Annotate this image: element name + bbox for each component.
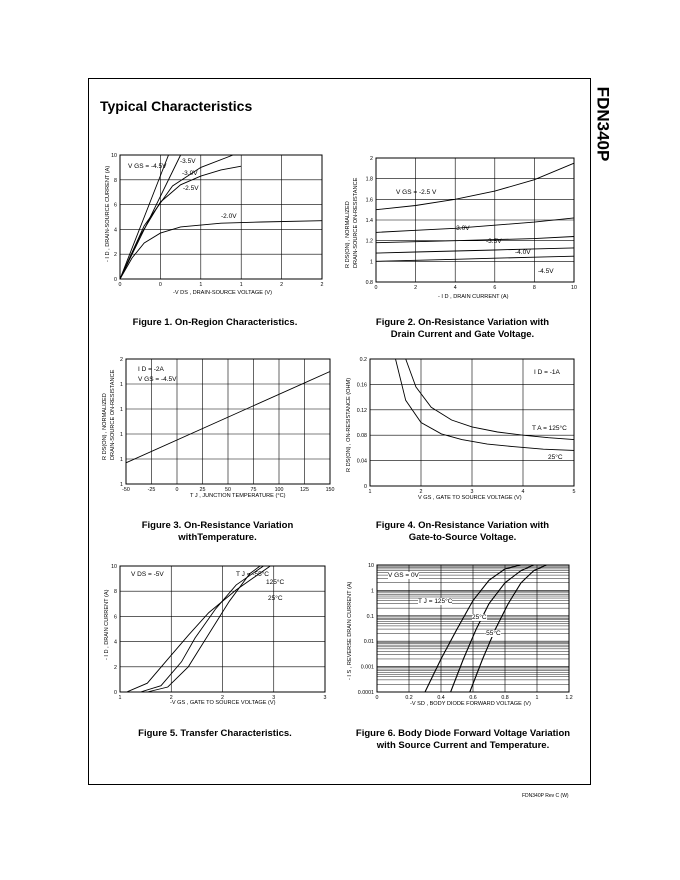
y-tick-label: 0.12 xyxy=(356,407,367,414)
figure-2-curve-label: V GS = -2.5 V xyxy=(396,189,437,196)
x-tick-label: 2 xyxy=(280,282,284,288)
x-tick-label: 2 xyxy=(221,695,224,701)
figure-3-ylabel: R DS(ON) , NORMALIZED xyxy=(102,393,108,460)
figure-2-caption: Figure 2. On-Resistance Variation with Drain Current and Gate Voltage. xyxy=(375,317,550,340)
y-tick-label: 1 xyxy=(120,482,123,488)
y-tick-label: 2 xyxy=(370,156,373,162)
x-tick-label: 100 xyxy=(274,487,284,493)
x-tick-label: 50 xyxy=(225,487,231,493)
x-tick-label: -25 xyxy=(147,487,156,493)
y-tick-label: 1.6 xyxy=(365,197,373,204)
x-tick-label: 1 xyxy=(368,489,372,495)
figure-6-curve-label: T J = 125°C xyxy=(418,598,453,605)
x-tick-label: 3 xyxy=(272,695,276,701)
figure-4-legend: I D = -1A xyxy=(534,369,560,376)
y-tick-label: 1 xyxy=(120,457,123,463)
data-series-line xyxy=(376,256,574,261)
y-tick-label: 0.8 xyxy=(365,280,373,286)
x-tick-label: 1 xyxy=(535,695,539,701)
figure-2-curve-label: -4.5V xyxy=(538,268,554,275)
figure-4-caption: Figure 4. On-Resistance Variation with Gate-to-Source Voltage. xyxy=(375,520,550,543)
x-tick-label: 0.8 xyxy=(501,695,509,701)
data-series-line xyxy=(120,166,241,279)
y-tick-label: 2 xyxy=(114,664,117,671)
y-tick-label: 2 xyxy=(120,357,123,363)
figure-1-curve-label: -2.0V xyxy=(221,213,237,220)
figure-6-curve-label: -55°C xyxy=(484,630,501,637)
figure-1-caption: Figure 1. On-Region Characteristics. xyxy=(132,317,298,328)
y-tick-label: 0 xyxy=(364,484,367,490)
figure-5-curve-label: 25°C xyxy=(268,595,283,602)
x-tick-label: 6 xyxy=(493,285,497,291)
x-tick-label: 0 xyxy=(158,282,162,288)
part-number: FDN340P xyxy=(593,86,613,162)
x-tick-label: 1.2 xyxy=(565,695,573,701)
x-tick-label: 1 xyxy=(118,695,122,701)
y-tick-label: 1 xyxy=(120,407,123,413)
x-tick-label: 10 xyxy=(571,285,577,291)
figure-1-ylabel: - I D , DRAIN-SOURCE CURRENT (A) xyxy=(105,165,111,262)
x-tick-label: 4 xyxy=(521,489,525,495)
figure-6-caption: Figure 6. Body Diode Forward Voltage Variation with Source Current and Temperature. xyxy=(355,728,571,751)
figure-5-legend: T J = -55°C xyxy=(236,571,270,578)
y-tick-label: 0.001 xyxy=(360,664,374,671)
y-tick-label: 8 xyxy=(114,177,117,184)
figure-3-legend: I D = -2A xyxy=(138,366,164,373)
data-series-line xyxy=(127,566,270,692)
y-tick-label: 4 xyxy=(114,639,117,646)
x-tick-label: 1 xyxy=(239,282,243,288)
data-series-line xyxy=(470,565,547,692)
figure-4-ylabel: R DS(ON) , ON-RESISTANCE (OHM) xyxy=(346,377,352,472)
x-tick-label: 1 xyxy=(199,282,203,288)
figure-2-curve-label: -4.0V xyxy=(515,249,531,256)
y-tick-label: 0.08 xyxy=(356,433,367,440)
data-series-line xyxy=(120,155,169,279)
figure-6-legend: V GS = 0V xyxy=(388,572,419,579)
figure-2-ylabel: R DS(ON) , NORMALIZED xyxy=(345,201,351,268)
y-tick-label: 0.16 xyxy=(356,382,367,389)
figure-1-curve-label: -3.0V xyxy=(182,170,198,177)
figure-4-plot xyxy=(356,357,576,495)
x-tick-label: -50 xyxy=(122,487,130,493)
figure-5-legend: V DS = -5V xyxy=(131,571,164,578)
x-tick-label: 8 xyxy=(532,285,536,291)
data-series-line xyxy=(376,163,574,210)
x-tick-label: 0.4 xyxy=(437,695,445,701)
y-tick-label: 1 xyxy=(120,382,123,388)
x-tick-label: 0.6 xyxy=(469,695,477,701)
figure-3-xlabel: T J , JUNCTION TEMPERATURE (°C) xyxy=(190,493,286,499)
figure-6-plot xyxy=(357,563,573,701)
x-tick-label: 0.2 xyxy=(405,695,413,701)
x-tick-label: 3 xyxy=(323,695,327,701)
x-tick-label: 75 xyxy=(250,487,257,493)
data-series-line xyxy=(120,155,233,279)
x-tick-label: 4 xyxy=(453,285,457,291)
figure-5-plot xyxy=(111,564,327,701)
y-tick-label: 10 xyxy=(111,564,117,570)
figure-3-legend: V GS = -4.5V xyxy=(138,376,177,383)
y-tick-label: 0 xyxy=(114,277,117,283)
figure-3-ylabel: DRAIN-SOURCE ON-RESISTANCE xyxy=(110,369,116,460)
x-tick-label: 5 xyxy=(572,489,576,495)
footer-revision: FDN340P Rev C (W) xyxy=(522,793,569,799)
figure-4-curve-label: T A = 125°C xyxy=(532,425,567,432)
data-series-line xyxy=(141,566,264,692)
x-tick-label: 2 xyxy=(419,489,423,495)
figure-4-curve-label: 25°C xyxy=(548,454,563,461)
y-tick-label: 10 xyxy=(111,153,117,159)
x-tick-label: 0 xyxy=(175,487,179,493)
y-tick-label: 6 xyxy=(114,202,117,209)
y-tick-label: 1 xyxy=(120,432,123,438)
figure-1-curve-label: -3.5V xyxy=(180,158,196,165)
y-tick-label: 0.0001 xyxy=(357,690,374,696)
x-tick-label: 0 xyxy=(118,282,122,288)
figure-2-plot xyxy=(365,156,577,291)
figure-6-ylabel: - I S , REVERSE DRAIN CURRENT (A) xyxy=(347,581,353,680)
data-series-line xyxy=(376,237,574,243)
x-tick-label: 3 xyxy=(470,489,474,495)
figure-3-caption: Figure 3. On-Resistance Variation withTemperature. xyxy=(141,520,294,543)
y-tick-label: 6 xyxy=(114,614,117,621)
data-series-line xyxy=(451,565,534,692)
x-tick-label: 0 xyxy=(375,695,379,701)
y-tick-label: 4 xyxy=(114,227,117,234)
y-tick-label: 10 xyxy=(368,563,374,569)
y-tick-label: 8 xyxy=(114,589,117,596)
y-tick-label: 1.8 xyxy=(365,176,373,183)
figure-5-caption: Figure 5. Transfer Characteristics. xyxy=(138,728,292,739)
figure-1-xlabel: -V DS , DRAIN-SOURCE VOLTAGE (V) xyxy=(173,290,272,296)
y-tick-label: 1.4 xyxy=(365,218,373,224)
section-title: Typical Characteristics xyxy=(100,98,253,114)
figure-5-curve-label: 125°C xyxy=(266,579,285,586)
x-tick-label: 25 xyxy=(199,487,206,493)
figure-1-curve-label: -2.5V xyxy=(183,185,199,192)
x-tick-label: 2 xyxy=(320,282,324,288)
figure-2-curve-label: -3.5V xyxy=(486,238,502,245)
y-tick-label: 2 xyxy=(114,252,117,259)
figure-4-xlabel: V GS , GATE TO SOURCE VOLTAGE (V) xyxy=(418,495,522,501)
y-tick-label: 0.01 xyxy=(363,639,374,646)
y-tick-label: 0.1 xyxy=(366,613,374,620)
y-tick-label: 0.04 xyxy=(356,458,367,465)
y-tick-label: 1 xyxy=(371,588,374,595)
y-tick-label: 1.2 xyxy=(365,238,373,245)
figure-5-xlabel: -V GS , GATE TO SOURCE VOLTAGE (V) xyxy=(170,700,276,706)
x-tick-label: 2 xyxy=(414,285,418,291)
figure-2-xlabel: - I D , DRAIN CURRENT (A) xyxy=(438,294,509,300)
figure-2-curve-label: -3.0V xyxy=(454,225,470,232)
x-tick-label: 2 xyxy=(169,695,173,701)
figure-2-ylabel: DRAIN-SOURCE ON-RESISTANCE xyxy=(353,177,359,268)
figure-6-curve-label: 25°C xyxy=(472,614,487,621)
figure-6-xlabel: -V SD , BODY DIODE FORWARD VOLTAGE (V) xyxy=(410,701,531,707)
y-tick-label: 1 xyxy=(370,259,373,266)
x-tick-label: 125 xyxy=(300,487,309,493)
figure-5-ylabel: - I D , DRAIN CURRENT (A) xyxy=(104,589,110,660)
y-tick-label: 0 xyxy=(114,690,117,696)
y-tick-label: 0.2 xyxy=(359,357,367,363)
data-series-line xyxy=(376,248,574,253)
figure-1-legend: V GS = -4.5V xyxy=(128,163,167,170)
x-tick-label: 0 xyxy=(374,285,378,291)
x-tick-label: 150 xyxy=(325,487,335,493)
